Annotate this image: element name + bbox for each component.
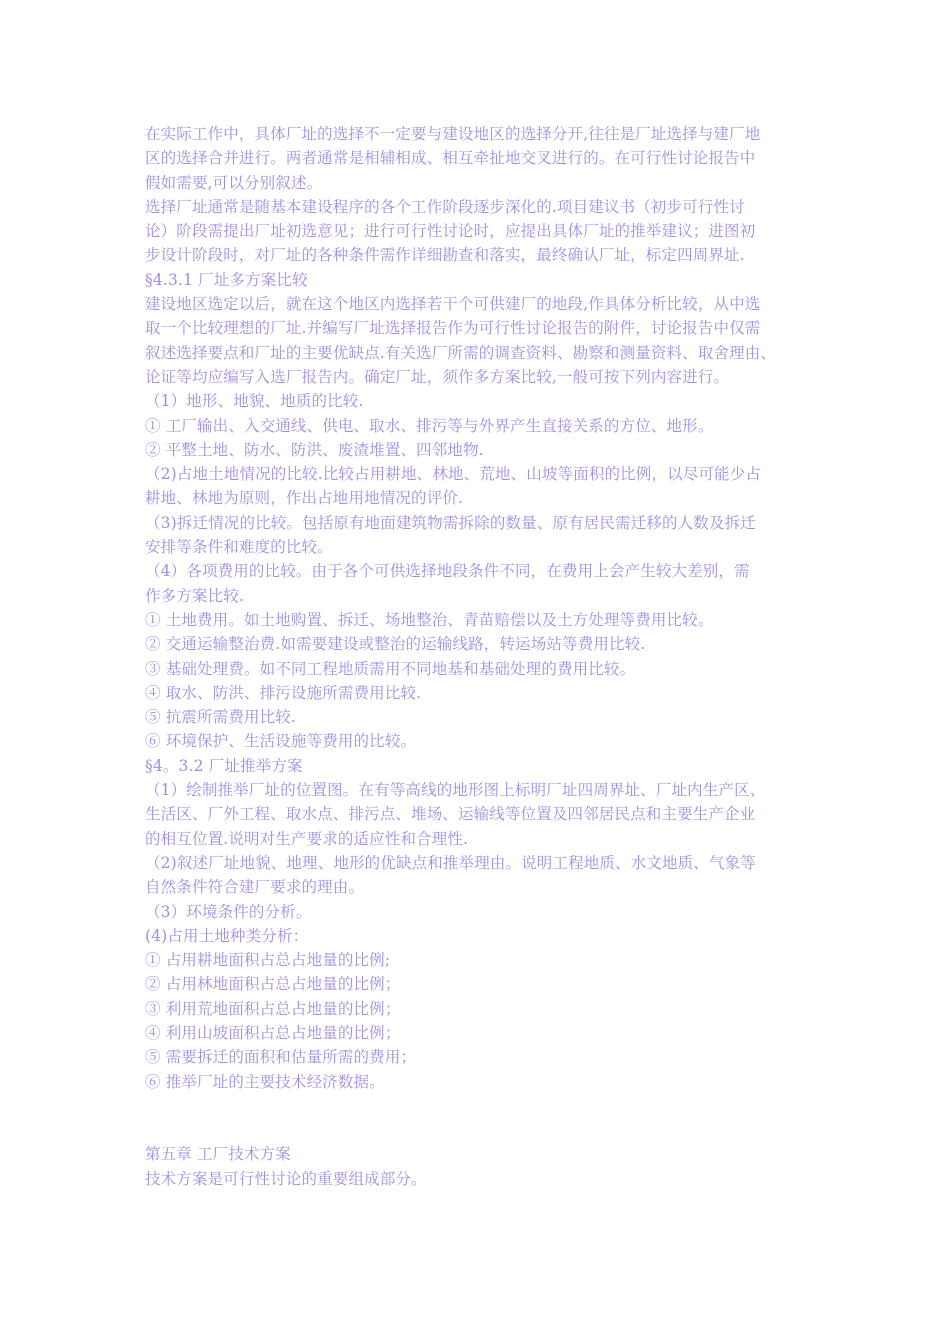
text-line: ② 交通运输整治费.如需要建设或整治的运输线路，转运场站等费用比较. bbox=[145, 635, 646, 654]
text-line: （1）绘制推举厂址的位置图。在有等高线的地形图上标明厂址四周界址、厂址内生产区、 bbox=[145, 781, 766, 800]
text-line: 自然条件符合建厂要求的理由。 bbox=[145, 878, 365, 897]
text-line: ③ 利用荒地面积占总占地量的比例； bbox=[145, 999, 401, 1018]
document-body bbox=[145, 122, 825, 1191]
text-line: 取一个比较理想的厂址.并编写厂址选择报告作为可行性讨论报告的附件，讨论报告中仅需 bbox=[145, 319, 761, 338]
text-line: ④ 利用山坡面积占总占地量的比例； bbox=[145, 1023, 401, 1042]
text-line: ⑥ 环境保护、生活设施等费用的比较。 bbox=[145, 732, 417, 751]
text-line: 作多方案比较. bbox=[145, 586, 244, 605]
text-line: 叙述选择要点和厂址的主要优缺点.有关选厂所需的调查资料、勘察和测量资料、取舍理由、 bbox=[145, 343, 777, 362]
text-line: 区的选择合并进行。两者通常是相辅相成、相互牵扯地交叉进行的。在可行性讨论报告中 bbox=[145, 149, 756, 168]
text-line: §4。3.2 厂址推举方案 bbox=[145, 756, 303, 775]
text-line: §4.3.1 厂址多方案比较 bbox=[145, 270, 308, 289]
paragraph-block bbox=[145, 122, 825, 1094]
text-line: 假如需要,可以分别叙述。 bbox=[145, 173, 323, 192]
text-line: 生活区、厂外工程、取水点、排污点、堆场、运输线等位置及四邻居民点和主要生产企业 bbox=[145, 805, 756, 824]
text-line: ① 占用耕地面积占总占地量的比例; bbox=[145, 951, 391, 970]
text-line: ④ 取水、防洪、排污设施所需费用比较. bbox=[145, 683, 422, 702]
section-gap bbox=[145, 1094, 825, 1143]
text-line: ③ 基础处理费。如不同工程地质需用不同地基和基础处理的费用比较。 bbox=[145, 659, 636, 678]
text-line: 步设计阶段时，对厂址的各种条件需作详细勘查和落实，最终确认厂址，标定四周界址. bbox=[145, 246, 745, 265]
chapter-intro: 技术方案是可行性讨论的重要组成部分。 bbox=[145, 1169, 427, 1188]
text-line: ⑤ 抗震所需费用比较. bbox=[145, 708, 297, 727]
text-line: （4）各项费用的比较。由于各个可供选择地段条件不同，在费用上会产生较大差别，需 bbox=[145, 562, 750, 581]
text-line: ⑤ 需要拆迁的面积和估量所需的费用； bbox=[145, 1048, 417, 1067]
text-line: 论证等均应编写入选厂报告内。确定厂址，须作多方案比较,一般可按下列内容进行。 bbox=[145, 367, 730, 386]
text-line: ① 土地费用。如土地购置、拆迁、场地整治、青苗赔偿以及土方处理等费用比较。 bbox=[145, 610, 714, 629]
text-line: 在实际工作中，具体厂址的选择不一定要与建设地区的选择分开,往往是厂址选择与建厂地 bbox=[145, 125, 761, 143]
text-line: 选择厂址通常是随基本建设程序的各个工作阶段逐步深化的.项目建议书（初步可行性讨 bbox=[145, 197, 745, 216]
text-line: ⑥ 推举厂址的主要技术经济数据。 bbox=[145, 1072, 385, 1091]
text-line: 耕地、林地为原则，作出占地用地情况的评价. bbox=[145, 489, 464, 508]
text-line: 的相互位置.说明对生产要求的适应性和合理性. bbox=[145, 829, 469, 848]
text-line: ② 平整土地、防水、防洪、废渣堆置、四邻地物. bbox=[145, 440, 484, 459]
text-line: ② 占用林地面积占总占地量的比例； bbox=[145, 975, 401, 994]
text-line: 安排等条件和难度的比较。 bbox=[145, 538, 333, 557]
chapter-title: 第五章 工厂技术方案 bbox=[145, 1145, 291, 1164]
text-line: 建设地区选定以后，就在这个地区内选择若干个可供建厂的地段,作具体分析比较，从中选 bbox=[145, 295, 761, 314]
text-line: （2)叙述厂址地貌、地理、地形的优缺点和推举理由。说明工程地质、水文地质、气象等 bbox=[145, 853, 756, 872]
text-line: （2)占地土地情况的比较.比较占用耕地、林地、荒地、山坡等面积的比例，以尽可能少占 bbox=[145, 465, 761, 484]
text-line: （3)拆迁情况的比较。包括原有地面建筑物需拆除的数量、原有居民需迁移的人数及拆迁 bbox=[145, 513, 756, 532]
text-line: 论）阶段需提出厂址初选意见；进行可行性讨论时，应提出具体厂址的推举建议；进图初 bbox=[145, 222, 756, 241]
text-line: (4)占用土地种类分析： bbox=[145, 926, 309, 945]
text-line: （1）地形、地貌、地质的比较. bbox=[145, 392, 364, 411]
text-line: ① 工厂输出、入交通线、供电、取水、排污等与外界产生直接关系的方位、地形。 bbox=[145, 416, 714, 435]
text-line: （3）环境条件的分析。 bbox=[145, 902, 312, 921]
